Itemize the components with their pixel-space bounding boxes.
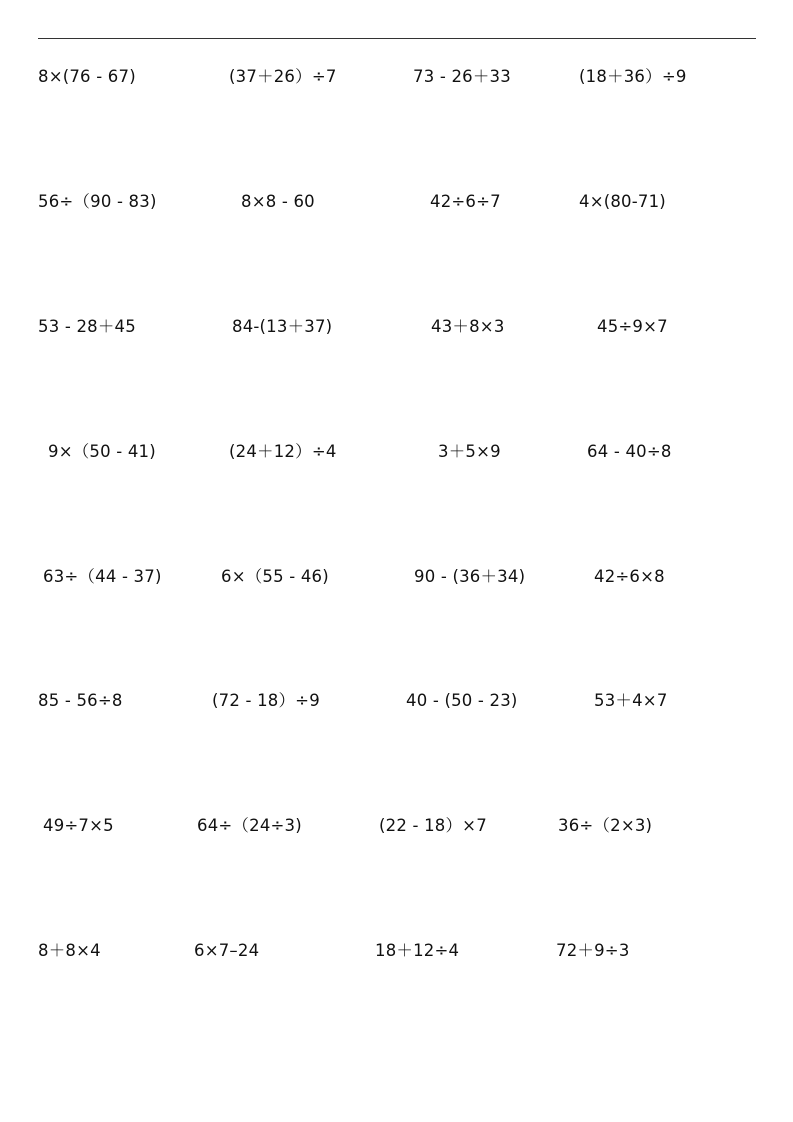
problem: 9×（50 - 41) — [48, 442, 156, 461]
problem: (37＋26）÷7 — [229, 67, 337, 86]
problem: 42÷6×8 — [594, 567, 665, 586]
problem: 64 - 40÷8 — [587, 442, 672, 461]
problem: 6×7–24 — [194, 941, 260, 960]
problem: 72＋9÷3 — [556, 941, 630, 960]
problem: 90 - (36＋34) — [414, 567, 526, 586]
problem: 63÷（44 - 37) — [43, 567, 162, 586]
problem: (72 - 18）÷9 — [212, 691, 320, 710]
problem: 85 - 56÷8 — [38, 691, 123, 710]
problem: 6×（55 - 46) — [221, 567, 329, 586]
problem: 64÷（24÷3) — [197, 816, 302, 835]
problem: 84-(13＋37) — [232, 317, 333, 336]
problem: 43＋8×3 — [431, 317, 505, 336]
problem: 4×(80-71) — [579, 192, 666, 211]
problem: 8＋8×4 — [38, 941, 101, 960]
problem: 53 - 28＋45 — [38, 317, 136, 336]
problem: 40 - (50 - 23) — [406, 691, 518, 710]
problem: 45÷9×7 — [597, 317, 668, 336]
problem: 42÷6÷7 — [430, 192, 501, 211]
problem: 8×8 - 60 — [241, 192, 315, 211]
problem: 73 - 26＋33 — [413, 67, 511, 86]
problem: (22 - 18）×7 — [379, 816, 487, 835]
problem: (24＋12）÷4 — [229, 442, 337, 461]
problem: 53＋4×7 — [594, 691, 668, 710]
problem: 49÷7×5 — [43, 816, 114, 835]
top-rule — [38, 38, 756, 39]
problem: 18＋12÷4 — [375, 941, 460, 960]
problem: 36÷（2×3) — [558, 816, 653, 835]
problem: (18＋36）÷9 — [579, 67, 687, 86]
problem: 56÷（90 - 83) — [38, 192, 157, 211]
problem: 3＋5×9 — [438, 442, 501, 461]
problem: 8×(76 - 67) — [38, 67, 136, 86]
